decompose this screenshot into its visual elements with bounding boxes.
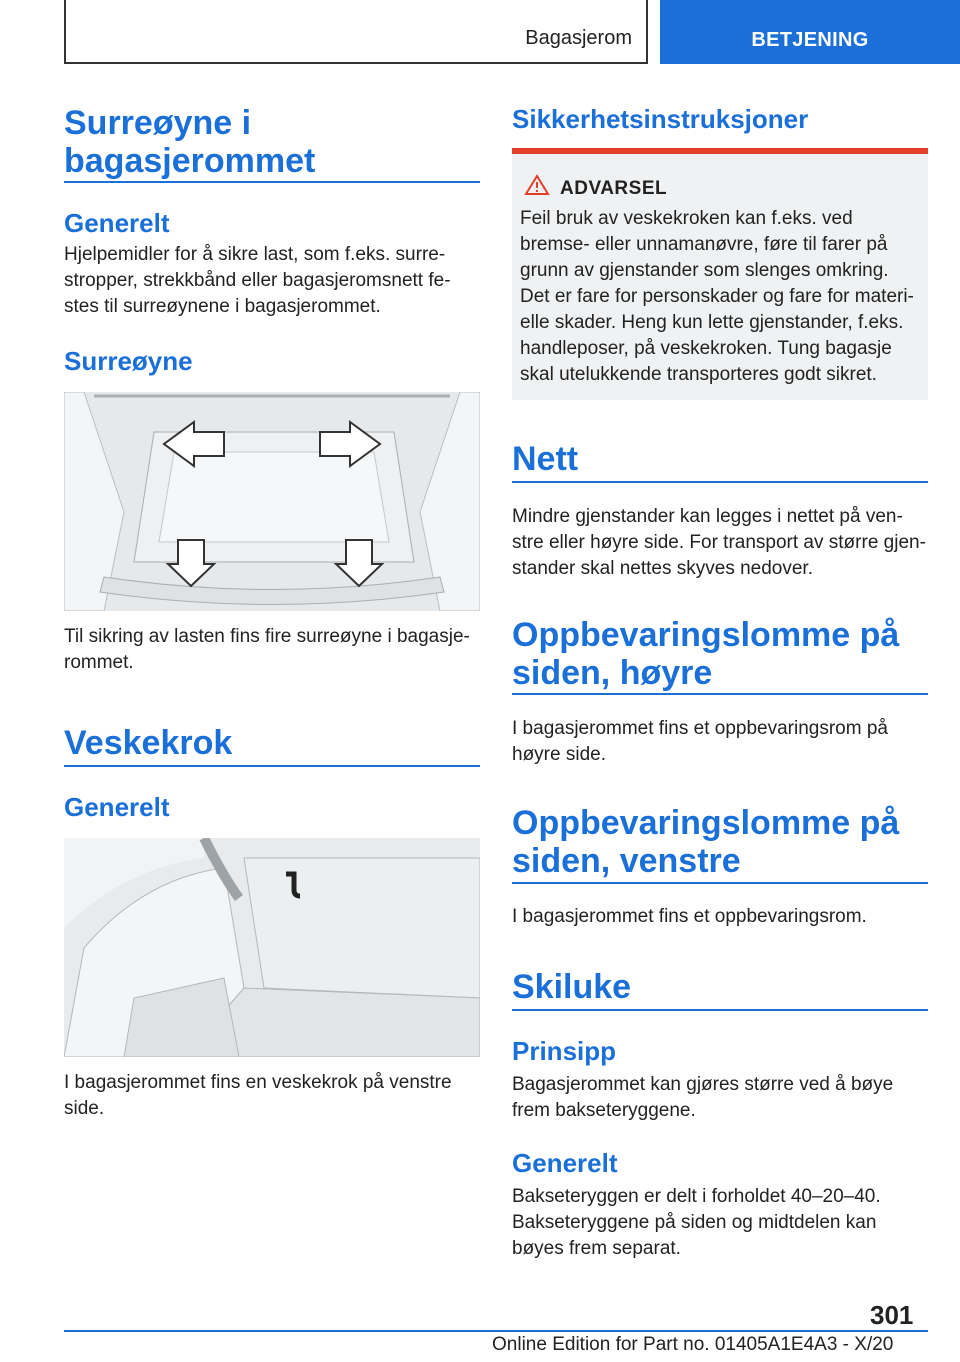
paragraph-nett (512, 504, 942, 582)
page-number: 301 (870, 1300, 914, 1330)
paragraph-oppbevaringslomme-venstre: I bagasjerommet fins et oppbevaringsrom. (512, 906, 867, 927)
text-line: skal utelukkende transporteres godt sikret. (520, 364, 877, 385)
caption-surreoyne (64, 624, 484, 676)
warning-triangle-icon (524, 174, 550, 196)
text-line: grunn av gjenstander som slenges omkring. (520, 260, 889, 281)
warning-box (512, 148, 928, 400)
text-line: elle skader. Heng kun lette gjenstander, f.eks. (520, 312, 904, 333)
text-line: stropper, strekkbånd eller bagasjeromsnett fe- (64, 270, 451, 291)
text-line: bøyes frem separat. (512, 1238, 681, 1259)
trunk-hook-illustration (64, 838, 480, 1057)
text-line: Mindre gjenstander kan legges i nettet på ven- (512, 506, 903, 527)
caption-veskekrok (64, 1070, 484, 1122)
subheading-generelt: Generelt (64, 792, 170, 822)
heading-oppbevaringslomme-venstre (512, 804, 932, 880)
heading-rule (512, 1009, 928, 1011)
text-line: Feil bruk av veskekroken kan f.eks. ved (520, 208, 853, 229)
heading-line: siden, høyre (512, 654, 713, 692)
text-line: Hjelpemidler for å sikre last, som f.eks. surre- (64, 244, 446, 265)
heading-rule (512, 693, 928, 695)
header-chapter-tab (660, 0, 960, 64)
warning-title: ADVARSEL (560, 178, 668, 199)
header-section-title: Bagasjerom (525, 27, 632, 49)
text-line: Bakseteryggene på siden og midtdelen kan (512, 1212, 877, 1233)
text-line: Bagasjerommet kan gjøres større ved å bøye (512, 1074, 894, 1095)
text-line: rommet. (64, 652, 134, 673)
paragraph-generelt-bakseter (512, 1184, 932, 1262)
paragraph-oppbevaringslomme-hoyre (512, 716, 932, 768)
heading-rule (512, 481, 928, 483)
text-line: I bagasjerommet fins en veskekrok på venstre (64, 1072, 452, 1093)
heading-line: Oppbevaringslomme på (512, 804, 900, 842)
heading-rule (64, 765, 480, 767)
heading-line: Oppbevaringslomme på (512, 616, 900, 654)
text-line: høyre side. (512, 744, 606, 765)
heading-surreoyne-i-bagasjerommet (64, 104, 480, 180)
header-chapter-label: BETJENING (751, 29, 869, 51)
trunk-tiedown-illustration (64, 392, 480, 611)
text-line: Bakseteryggen er delt i forholdet 40–20–40. (512, 1186, 881, 1207)
text-line: bremse- eller unnamanøvre, føre til farer på (520, 234, 888, 255)
subheading-prinsipp: Prinsipp (512, 1036, 617, 1066)
subheading-generelt: Generelt (512, 1148, 618, 1178)
heading-line: Surreøyne i (64, 104, 252, 142)
text-line: Det er fare for personskader og fare for materi- (520, 286, 914, 307)
text-line: Til sikring av lasten fins fire surreøyne i bagasje- (64, 626, 470, 647)
paragraph-prinsipp (512, 1072, 932, 1124)
heading-skiluke: Skiluke (512, 968, 632, 1006)
text-line: handleposer, på veskekroken. Tung bagasje (520, 338, 892, 359)
subheading-surreoyne: Surreøyne (64, 346, 193, 376)
text-line: I bagasjerommet fins et oppbevaringsrom på (512, 718, 888, 739)
text-line: stes til surreøynene i bagasjerommet. (64, 296, 381, 317)
footer-edition-text: Online Edition for Part no. 01405A1E4A3 - X/20 (492, 1334, 894, 1355)
paragraph-generelt (64, 242, 484, 320)
heading-line: bagasjerommet (64, 142, 316, 180)
text-line: stre eller høyre side. For transport av større gjen- (512, 532, 926, 553)
subheading-sikkerhetsinstruksjoner: Sikkerhetsinstruksjoner (512, 104, 809, 134)
heading-rule (512, 882, 928, 884)
header-frame (64, 0, 648, 64)
subheading-generelt: Generelt (64, 208, 170, 238)
heading-line: siden, venstre (512, 842, 741, 880)
text-line: frem bakseteryggene. (512, 1100, 696, 1121)
heading-oppbevaringslomme-hoyre (512, 616, 932, 692)
heading-rule (64, 181, 480, 183)
warning-text (520, 206, 924, 388)
heading-nett: Nett (512, 440, 579, 478)
heading-veskekrok: Veskekrok (64, 724, 233, 762)
text-line: stander skal nettes skyves nedover. (512, 558, 813, 579)
text-line: side. (64, 1098, 105, 1119)
footer-rule (64, 1330, 928, 1332)
